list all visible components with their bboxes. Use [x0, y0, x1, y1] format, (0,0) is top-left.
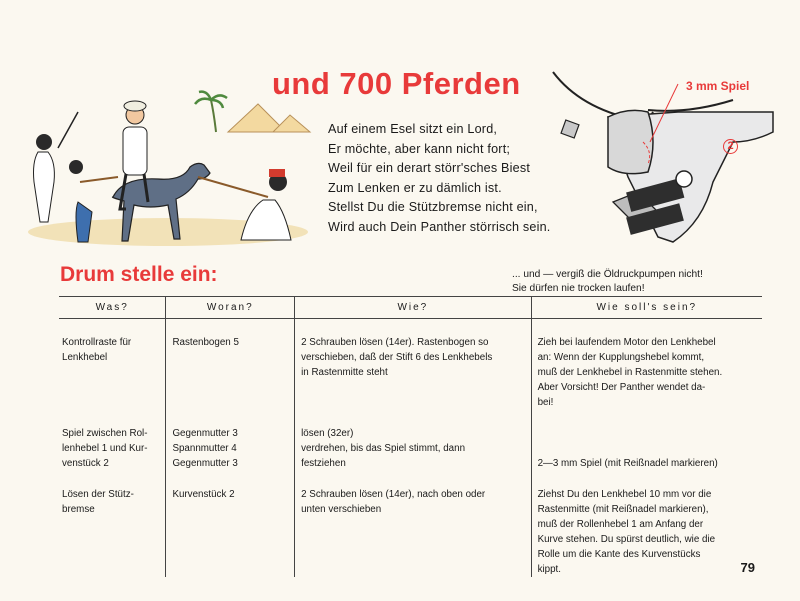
note-line: Sie dürfen nie trocken laufen!: [512, 283, 645, 294]
cell-woran: [166, 319, 295, 411]
cell-line: unten verschieben: [301, 504, 382, 515]
cell-line: kippt.: [537, 564, 561, 575]
cell-line: lösen (32er): [301, 428, 354, 439]
table-header-row: [59, 297, 762, 319]
cell-soll: [531, 319, 762, 411]
cell-line: 2—3 mm Spiel (mit Reißnadel markieren): [537, 458, 718, 469]
cell-was: [59, 410, 166, 471]
cell-line: bei!: [537, 397, 554, 408]
cell-line: verdrehen, bis das Spiel stimmt, dann: [301, 443, 466, 454]
cell-line: Kurvenstück 2: [172, 489, 235, 500]
table-row: [59, 410, 762, 471]
cell-soll: [531, 471, 762, 577]
illustration-lord-on-donkey: [18, 82, 318, 257]
cell-line: venstück 2: [62, 458, 109, 469]
poem-line: Er möchte, aber kann nicht fort;: [328, 141, 511, 156]
cell-line: Zieh bei laufendem Motor den Lenkhebel: [537, 337, 716, 348]
cell-line: Lenkhebel: [62, 352, 108, 363]
poem-line: Stellst Du die Stützbremse nicht ein,: [328, 200, 538, 214]
page-title: und 700 Pferden: [272, 66, 521, 101]
cell-line: 2 Schrauben lösen (14er), nach oben oder: [301, 489, 486, 500]
cell-wie: [295, 410, 531, 471]
cell-line: Gegenmutter 3: [172, 458, 238, 469]
page-number: 79: [740, 560, 755, 575]
poem-line: Weil für ein derart störr'sches Biest: [328, 161, 531, 175]
cell-line: an: Wenn der Kupplungshebel kommt,: [537, 352, 705, 363]
cell-line: Kontrollraste für: [62, 337, 132, 348]
cell-soll: [531, 410, 762, 471]
table-row: [59, 471, 762, 577]
cell-line: lenhebel 1 und Kur-: [62, 443, 148, 454]
cell-line: Ziehst Du den Lenkhebel 10 mm vor die: [537, 489, 712, 500]
oil-pump-note: [512, 268, 703, 296]
diagram-label-spiel: 3 mm Spiel: [686, 79, 750, 93]
adjustment-table: [59, 296, 762, 577]
cell-line: muß der Rollenhebel 1 am Anfang der: [537, 519, 704, 530]
cell-line: Rastenbogen 5: [172, 337, 239, 348]
cell-line: festziehen: [301, 458, 346, 469]
cell-line: verschieben, daß der Stift 6 des Lenkhebels: [301, 352, 493, 363]
poem-line: Auf einem Esel sitzt ein Lord,: [328, 122, 498, 136]
cell-line: bremse: [62, 504, 95, 515]
section-heading: Drum stelle ein:: [60, 263, 218, 286]
column-header-soll: Wie soll's sein?: [531, 297, 762, 319]
cell-wie: [295, 319, 531, 411]
cell-woran: [166, 471, 295, 577]
poem-line: Zum Lenken er zu dämlich ist.: [328, 180, 502, 195]
diagram-label-part-2: 2: [723, 139, 738, 154]
cell-line: Spannmutter 4: [172, 443, 237, 454]
poem-line: Wird auch Dein Panther störrisch sein.: [328, 219, 551, 234]
cell-was: [59, 319, 166, 411]
cell-line: Lösen der Stütz-: [62, 489, 134, 500]
column-header-was: Was?: [59, 297, 166, 319]
cell-line: Gegenmutter 3: [172, 428, 238, 439]
column-header-woran: Woran?: [166, 297, 295, 319]
cell-line: Kurve stehen. Du spürst deutlich, wie die: [537, 534, 716, 545]
note-line: ... und — vergiß die Öldruckpumpen nicht!: [512, 269, 703, 280]
cell-line: 2 Schrauben lösen (14er). Rastenbogen so: [301, 337, 489, 348]
cell-line: Rolle um die Kante des Kurvenstücks: [537, 549, 701, 560]
cell-line: Spiel zwischen Rol-: [62, 428, 148, 439]
cell-line: Aber Vorsicht! Der Panther wendet da-: [537, 382, 706, 393]
poem: [328, 120, 550, 237]
table-row: [59, 319, 762, 411]
cell-line: in Rastenmitte steht: [301, 367, 388, 378]
cell-was: [59, 471, 166, 577]
cell-line: Rastenmitte (mit Reißnadel markieren),: [537, 504, 709, 515]
cell-line: muß der Lenkhebel in Rastenmitte stehen.: [537, 367, 723, 378]
cell-woran: [166, 410, 295, 471]
column-header-wie: Wie?: [295, 297, 531, 319]
cell-wie: [295, 471, 531, 577]
